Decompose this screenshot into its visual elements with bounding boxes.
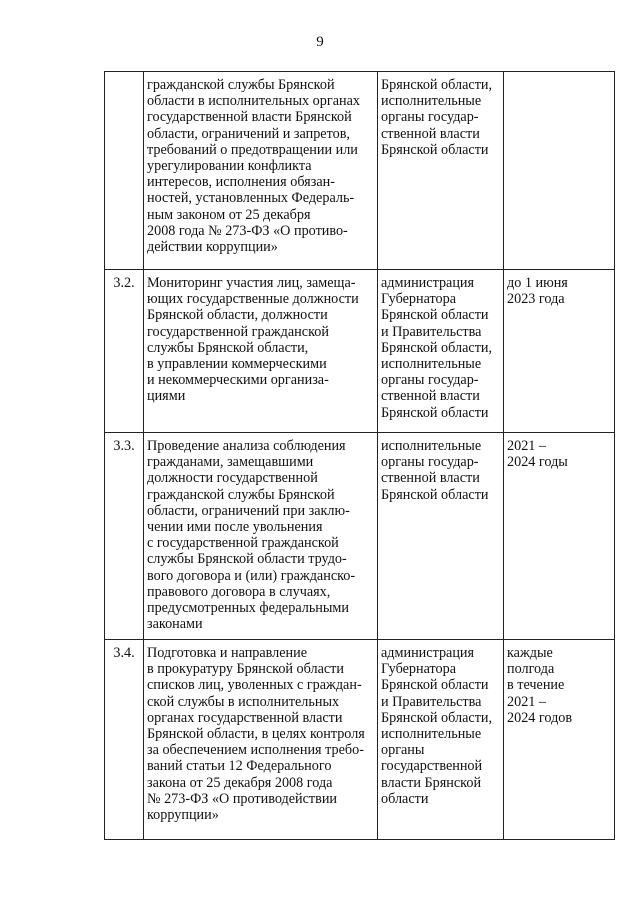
table-row: [105, 433, 615, 640]
deadline-line: 2024 годы: [507, 454, 568, 471]
responsible-executor-line: Брянской области,: [381, 77, 493, 93]
table-row: [105, 270, 615, 433]
responsible-executor-line: области: [381, 790, 429, 807]
responsible-executor-line: и Правительства: [381, 693, 482, 710]
responsible-executor-line: органы: [381, 742, 425, 759]
measure-description: [144, 72, 378, 270]
responsible-executor-line: Брянской области: [381, 677, 489, 694]
responsible-executor: [378, 433, 504, 640]
measure-description-line: должности государственной: [147, 470, 318, 487]
deadline: [504, 640, 615, 840]
measure-description-line: службы Брянской области,: [147, 339, 309, 356]
measure-description-line: вого договора и (или) гражданско-: [147, 567, 356, 584]
measure-description: [144, 270, 378, 433]
measure-description-line: № 273-ФЗ «О противодействии: [147, 790, 337, 807]
measure-description-line: государственной власти Брянской: [147, 109, 352, 126]
deadline: [504, 433, 615, 640]
responsible-executor-line: исполнительные: [381, 93, 482, 110]
measure-description-line: Брянской области, в целях контроля: [147, 726, 365, 743]
deadline-line: 2024 годов: [507, 709, 573, 726]
deadline: [504, 270, 615, 433]
measure-description-line: правового договора в случаях,: [147, 583, 331, 600]
responsible-executor-line: Брянской области: [381, 141, 489, 158]
responsible-executor-line: органы государ-: [381, 109, 479, 126]
measure-description-line: 2008 года № 273-ФЗ «О противо-: [147, 222, 348, 239]
deadline-line: каждые: [507, 645, 553, 661]
measure-description-line: области, ограничений при заклю-: [147, 502, 350, 519]
measure-description-line: ской службы в исполнительных: [147, 693, 340, 710]
responsible-executor-line: администрация: [381, 275, 475, 291]
item-number: [105, 72, 144, 270]
responsible-executor-line: органы государ-: [381, 454, 479, 471]
measure-description-line: гражданами, замещавшими: [147, 454, 314, 471]
measure-description-line: за обеспечением исполнения требо-: [147, 742, 364, 759]
measure-description-line: списков лиц, уволенных с граждан-: [147, 677, 362, 694]
responsible-executor-line: и Правительства: [381, 323, 482, 340]
deadline-line: 2021 –: [507, 438, 547, 454]
measure-description-line: области, ограничений и запретов,: [147, 125, 350, 142]
measure-description-line: гражданской службы Брянской: [147, 77, 335, 93]
responsible-executor-line: органы государ-: [381, 372, 479, 389]
deadline-line: до 1 июня: [507, 275, 568, 291]
responsible-executor-line: администрация: [381, 645, 475, 661]
responsible-executor-line: исполнительные: [381, 726, 482, 743]
responsible-executor: [378, 640, 504, 840]
measure-description-line: государственной гражданской: [147, 323, 329, 340]
deadline-line: полгода: [507, 661, 555, 678]
responsible-executor: [378, 72, 504, 270]
responsible-executor: [378, 270, 504, 433]
measure-description: [144, 640, 378, 840]
measure-description-line: ным законом от 25 декабря: [147, 206, 311, 223]
measure-description-line: и некоммерческими организа-: [147, 372, 329, 389]
responsible-executor-line: Брянской области,: [381, 339, 493, 356]
deadline-line: 2023 года: [507, 291, 565, 308]
measure-description-line: циями: [147, 388, 186, 405]
measure-description-line: Подготовка и направление: [147, 645, 308, 661]
measure-description-line: с государственной гражданской: [147, 535, 339, 552]
measure-description-line: Проведение анализа соблюдения: [147, 438, 346, 454]
responsible-executor-line: государственной: [381, 758, 483, 775]
item-number: 3.2.: [105, 270, 144, 433]
responsible-executor-line: Губернатора: [381, 291, 457, 308]
table-row: [105, 72, 615, 270]
measures-table: [104, 71, 615, 840]
measure-description-line: в управлении коммерческими: [147, 356, 327, 373]
deadline-line: 2021 –: [507, 693, 547, 710]
responsible-executor-line: власти Брянской: [381, 774, 482, 791]
responsible-executor-line: исполнительные: [381, 438, 482, 454]
measure-description-line: коррупции»: [147, 807, 219, 824]
page-number: 9: [316, 34, 324, 50]
responsible-executor-line: Брянской области: [381, 486, 489, 503]
responsible-executor-line: ственной власти: [381, 470, 480, 487]
measure-description-line: в прокуратуру Брянской области: [147, 661, 344, 678]
table-row: [105, 640, 615, 840]
measure-description-line: урегулировании конфликта: [147, 158, 312, 175]
measure-description-line: области в исполнительных органах: [147, 93, 360, 110]
measure-description-line: чении ими после увольнения: [147, 519, 323, 536]
measure-description-line: ваний статьи 12 Федерального: [147, 758, 332, 775]
responsible-executor-line: ственной власти: [381, 125, 480, 142]
measure-description-line: службы Брянской области трудо-: [147, 551, 347, 568]
measure-description: [144, 433, 378, 640]
measure-description-line: органах государственной власти: [147, 709, 343, 726]
responsible-executor-line: Брянской области,: [381, 709, 493, 726]
deadline-line: в течение: [507, 677, 565, 694]
measure-description-line: Брянской области, должности: [147, 307, 328, 324]
measure-description-line: Мониторинг участия лиц, замеща-: [147, 275, 356, 291]
measure-description-line: гражданской службы Брянской: [147, 486, 335, 503]
measure-description-line: ностей, установленных Федераль-: [147, 190, 355, 207]
responsible-executor-line: исполнительные: [381, 356, 482, 373]
measure-description-line: ющих государственные должности: [147, 291, 359, 308]
measure-description-line: законами: [147, 616, 203, 633]
responsible-executor-line: ственной власти: [381, 388, 480, 405]
item-number: 3.4.: [105, 640, 144, 840]
measure-description-line: закона от 25 декабря 2008 года: [147, 774, 333, 791]
deadline: [504, 72, 615, 270]
measure-description-line: действии коррупции»: [147, 239, 278, 256]
responsible-executor-line: Брянской области: [381, 307, 489, 324]
responsible-executor-line: Брянской области: [381, 404, 489, 421]
measure-description-line: интересов, исполнения обязан-: [147, 174, 335, 191]
responsible-executor-line: Губернатора: [381, 661, 457, 678]
measure-description-line: требований о предотвращении или: [147, 141, 358, 158]
item-number: 3.3.: [105, 433, 144, 640]
measure-description-line: предусмотренных федеральными: [147, 600, 349, 617]
